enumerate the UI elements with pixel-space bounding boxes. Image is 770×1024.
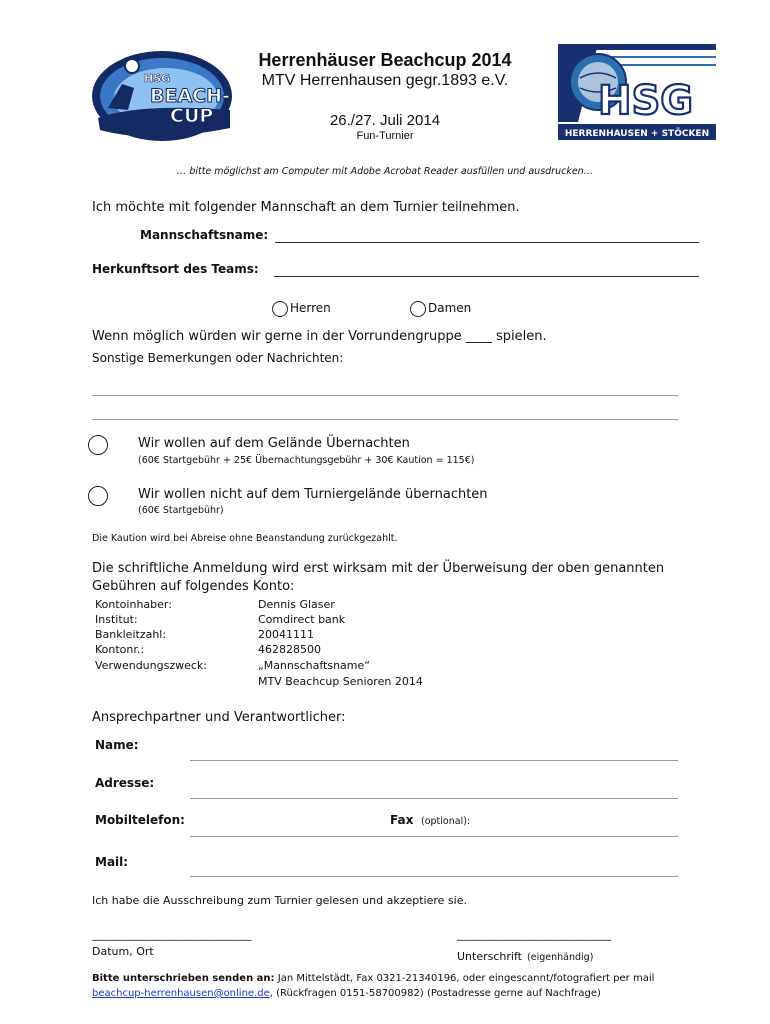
beachcup-logo xyxy=(90,48,234,144)
signature-line[interactable]: ____________________________ xyxy=(457,928,611,941)
date-place-line[interactable]: _____________________________ xyxy=(92,928,252,941)
bank-label-holder: Kontoinhaber: xyxy=(95,598,172,611)
contact-address-input[interactable] xyxy=(194,780,674,797)
remarks-label: Sonstige Bemerkungen oder Nachrichten: xyxy=(92,351,344,365)
bank-value-institute: Comdirect bank xyxy=(258,613,346,626)
footer-send-info xyxy=(92,973,732,984)
signature-note: (eigenhändig) xyxy=(527,952,594,963)
hsg-logo-graphic xyxy=(558,44,716,140)
hsg-logo-letters: HSG xyxy=(598,78,694,124)
hsg-logo xyxy=(558,44,716,140)
contact-address-underline xyxy=(190,798,678,799)
team-name-label: Mannschaftsname: xyxy=(140,228,269,242)
footer-email-link[interactable]: beachcup-herrenhausen@online.de xyxy=(92,988,270,999)
deposit-note: Die Kaution wird bei Abreise ohne Beanstandung zurückgezahlt. xyxy=(92,533,398,544)
contact-mail-input[interactable] xyxy=(194,858,674,875)
hsg-logo-tagline: HERRENHAUSEN + STÖCKEN xyxy=(564,129,710,139)
bank-value-blz: 20041111 xyxy=(258,628,314,641)
bank-label-blz: Bankleitzahl: xyxy=(95,628,167,641)
beachcup-logo-cup: CUP xyxy=(170,105,214,127)
team-name-underline xyxy=(275,242,699,243)
footer-tail: , (Rückfragen 0151-58700982) (Postadresse gerne auf Nachfrage) xyxy=(269,988,601,999)
footer-send-text: Jan Mittelstädt, Fax 0321-21340196, oder eingescannt/fotografiert per mail xyxy=(274,973,655,984)
bank-value-account: 462828500 xyxy=(258,643,321,656)
origin-input[interactable] xyxy=(278,260,696,276)
no-stay-option-label: Wir wollen nicht auf dem Turniergelände übernachten xyxy=(138,487,488,502)
radio-no-stay[interactable] xyxy=(88,486,108,506)
date-place-label: Datum, Ort xyxy=(92,945,154,958)
contact-mail-label: Mail: xyxy=(95,855,129,869)
contact-name-underline xyxy=(190,760,678,761)
payment-note-line2: Gebühren auf folgendes Konto: xyxy=(92,579,295,594)
contact-mail-underline xyxy=(190,876,678,877)
radio-damen-label: Damen xyxy=(428,301,472,315)
contact-mobile-input[interactable] xyxy=(194,813,374,830)
contact-address-label: Adresse: xyxy=(95,776,155,790)
bank-label-account: Kontonr.: xyxy=(95,643,145,656)
radio-herren[interactable] xyxy=(272,301,288,317)
footer-send-label: Bitte unterschrieben senden an: xyxy=(92,973,275,984)
bank-value-reference-extra: MTV Beachcup Senioren 2014 xyxy=(258,675,423,688)
no-stay-option-fee: (60€ Startgebühr) xyxy=(138,505,224,516)
remarks-line-1[interactable] xyxy=(92,395,678,396)
beachcup-logo-beach: BEACH- xyxy=(150,85,230,107)
bank-label-institute: Institut: xyxy=(95,613,138,626)
beachcup-logo-hsg: HSG xyxy=(144,72,171,85)
registration-intro: Ich möchte mit folgender Mannschaft an dem Turnier teilnehmen. xyxy=(92,200,520,215)
radio-herren-label: Herren xyxy=(290,301,331,315)
contact-phone-underline xyxy=(190,836,678,837)
contact-fax-label: Fax xyxy=(390,813,414,827)
group-preference: Wenn möglich würden wir gerne in der Vorrundengruppe ____ spielen. xyxy=(92,329,547,344)
origin-label: Herkunftsort des Teams: xyxy=(92,262,259,276)
bank-value-holder: Dennis Glaser xyxy=(258,598,335,611)
signature-label: Unterschrift xyxy=(457,950,522,963)
contact-name-label: Name: xyxy=(95,738,139,752)
team-name-input[interactable] xyxy=(278,226,696,242)
bank-label-reference: Verwendungszweck: xyxy=(95,659,207,672)
fill-instruction: … bitte möglichst am Computer mit Adobe Acrobat Reader ausfüllen und ausdrucken… xyxy=(176,166,594,177)
origin-underline xyxy=(274,276,699,277)
contact-fax-input[interactable] xyxy=(476,813,676,830)
accept-statement: Ich habe die Ausschreibung zum Turnier gelesen und akzeptiere sie. xyxy=(92,894,467,907)
stay-option-label: Wir wollen auf dem Gelände Übernachten xyxy=(138,436,410,451)
page-title: Herrenhäuser Beachcup 2014 xyxy=(258,50,512,70)
bank-value-reference: „Mannschaftsname“ xyxy=(258,659,370,672)
contact-heading: Ansprechpartner und Verantwortlicher: xyxy=(92,710,346,725)
signature-label-group xyxy=(457,945,593,964)
beachcup-logo-graphic xyxy=(90,48,234,144)
event-type: Fun-Turnier xyxy=(356,130,414,142)
radio-damen[interactable] xyxy=(410,301,426,317)
payment-note-line1: Die schriftliche Anmeldung wird erst wirksam mit der Überweisung der oben genannten xyxy=(92,561,665,576)
contact-name-input[interactable] xyxy=(194,742,674,759)
event-date: 26./27. Juli 2014 xyxy=(329,112,441,129)
stay-option-fee: (60€ Startgebühr + 25€ Übernachtungsgebühr + 30€ Kaution = 115€) xyxy=(138,455,475,466)
club-subtitle: MTV Herrenhausen gegr.1893 e.V. xyxy=(261,72,509,89)
contact-fax-optional: (optional): xyxy=(421,816,471,827)
remarks-line-2[interactable] xyxy=(92,419,678,420)
footer-contact-line xyxy=(92,988,732,999)
radio-stay-overnight[interactable] xyxy=(88,435,108,455)
contact-mobile-label: Mobiltelefon: xyxy=(95,813,185,827)
